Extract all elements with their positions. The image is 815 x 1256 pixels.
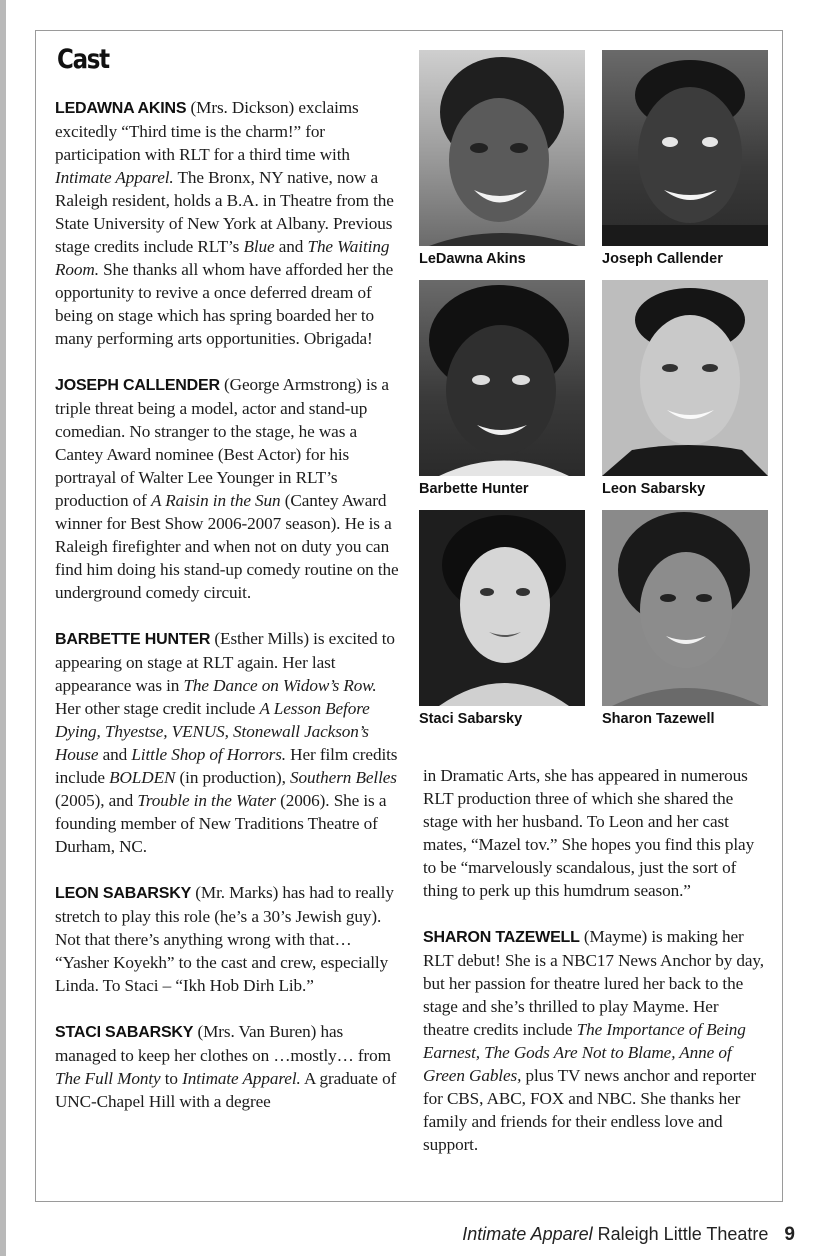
bio-title: A Raisin in the Sun xyxy=(150,491,281,510)
headshot-image xyxy=(419,510,585,706)
bio-ledawna-akins xyxy=(55,96,405,350)
bio-text: The Bronx, NY native, now a Raleigh resident, holds a B.A. in Theatre from the State University of New York at Albany. Previous stage credits include RLT’s xyxy=(55,168,394,256)
bio-text: (Mrs. Van Buren) has managed to keep her clothes on …mostly… from xyxy=(55,1022,391,1065)
photo-caption: Leon Sabarsky xyxy=(602,481,706,497)
bio-name: SHARON TAZEWELL xyxy=(423,929,580,946)
bio-text: (in production), xyxy=(175,768,291,787)
bio-text: plus TV news anchor and reporter for CBS, ABC, FOX and NBC. She thanks her family and friends for their endless love and support. xyxy=(423,1066,757,1154)
bio-barbette-hunter xyxy=(55,627,405,858)
photo-barbette-hunter xyxy=(419,280,585,497)
bio-text: (2006). She is a founding member of New Traditions Theatre of Durham, NC. xyxy=(55,791,387,856)
bio-text: A graduate of UNC-Chapel Hill with a degree xyxy=(55,1069,397,1111)
bio-title: Blue xyxy=(243,237,275,256)
headshot-image xyxy=(419,50,585,246)
bio-title: The Dance on Widow’s Row. xyxy=(183,676,377,695)
page-edge-shadow xyxy=(0,0,6,1256)
right-column xyxy=(423,764,768,1179)
footer-play-title: Intimate Apparel xyxy=(462,1224,593,1244)
bio-name: JOSEPH CALLENDER xyxy=(55,377,220,394)
photo-caption: Sharon Tazewell xyxy=(602,711,715,727)
bio-title: Southern Belles xyxy=(290,768,397,787)
bio-text: (Mayme) is making her RLT debut! She is a NBC17 News Anchor by day, but her passion for theatre lured her back to the stage and she’s thrilled to play Mayme. Her theatre credits include xyxy=(423,927,764,1039)
bio-text: and xyxy=(98,745,132,764)
bio-sharon-tazewell xyxy=(423,925,768,1156)
bio-text: (Mr. Marks) has had to really stretch to play this role (he’s a 30’s Jewish guy). Not that there’s anything wrong with that… “Yasher Koyekh” to the cast and crew, especially Linda. To Staci – “Ikh Hob Dirh Lib.” xyxy=(55,883,394,995)
bio-text: to xyxy=(160,1069,183,1088)
headshot-image xyxy=(602,50,768,246)
bio-staci-sabarsky xyxy=(55,1020,405,1113)
headshot-image xyxy=(602,280,768,476)
bio-text: (Mrs. Dickson) exclaims excitedly “Third time is the charm!” for participation with RLT for a third time with xyxy=(55,98,359,164)
bio-text: Her other stage credit include xyxy=(55,699,260,718)
page-number: 9 xyxy=(784,1224,795,1245)
bio-title: The Waiting Room. xyxy=(55,237,390,279)
portrait-placeholder-icon xyxy=(602,280,768,476)
headshot-image xyxy=(602,510,768,706)
bio-title: The Full Monty xyxy=(55,1069,161,1088)
photo-leon-sabarsky xyxy=(602,280,768,497)
bio-title: Intimate Apparel. xyxy=(182,1069,301,1088)
bio-leon-sabarsky xyxy=(55,881,405,997)
portrait-placeholder-icon xyxy=(602,510,768,706)
bio-joseph-callender xyxy=(55,373,405,604)
photo-caption: Barbette Hunter xyxy=(419,481,529,497)
left-column xyxy=(55,96,405,1136)
bio-text: (2005), and xyxy=(55,791,138,810)
bio-name: STACI SABARSKY xyxy=(55,1024,194,1041)
bio-title: Intimate Apparel. xyxy=(55,168,174,187)
bio-name: LEON SABARSKY xyxy=(55,885,192,902)
portrait-placeholder-icon xyxy=(419,280,585,476)
bio-text: (George Armstrong) is a triple threat being a model, actor and stand-up comedian. No stranger to the stage, he was a Cantey Award nominee (Best Actor) for his portrayal of Walter Lee Younger in RLT’s production of xyxy=(55,375,389,510)
footer-company: Raleigh Little Theatre xyxy=(597,1224,769,1244)
portrait-placeholder-icon xyxy=(419,510,585,706)
bio-title: The Importance of Being Earnest, The Gods Are Not to Blame, Anne of Green Gables, xyxy=(423,1020,746,1085)
bio-text: (Cantey Award winner for Best Show 2006-2007 season). He is a Raleigh firefighter and when not on duty you can find him doing his stand-up comedy routine on the underground comedy circuit. xyxy=(55,491,399,602)
portrait-placeholder-icon xyxy=(602,50,768,246)
bio-text: Her film credits include xyxy=(55,745,398,787)
bio-text: and xyxy=(274,237,308,256)
bio-name: BARBETTE HUNTER xyxy=(55,631,211,648)
bio-title: Trouble in the Water xyxy=(137,791,276,810)
photo-caption: Joseph Callender xyxy=(602,251,723,267)
bio-name: LEDAWNA AKINS xyxy=(55,100,187,117)
bio-title: BOLDEN xyxy=(109,768,176,787)
bio-title: A Lesson Before Dying, Thyestse, VENUS, Stonewall Jackson’s House xyxy=(55,699,370,764)
photo-staci-sabarsky xyxy=(419,510,585,727)
page-title: Cast xyxy=(57,44,109,75)
photo-caption: LeDawna Akins xyxy=(419,251,526,267)
photo-joseph-callender xyxy=(602,50,768,267)
photo-caption: Staci Sabarsky xyxy=(419,711,523,727)
headshot-image xyxy=(419,280,585,476)
bio-text: (Esther Mills) is excited to appearing on stage at RLT again. Her last appearance was in xyxy=(55,629,395,695)
bio-text: She thanks all whom have afforded her the opportunity to revive a once deferred dream of being on stage which has spring boarded her to many performing arts opportunities. Obrigada! xyxy=(55,260,394,348)
page-footer xyxy=(462,1224,795,1246)
photo-ledawna-akins xyxy=(419,50,585,267)
photo-sharon-tazewell xyxy=(602,510,768,727)
bio-title: Little Shop of Horrors. xyxy=(131,745,286,764)
portrait-placeholder-icon xyxy=(419,50,585,246)
bio-staci-sabarsky-continued: in Dramatic Arts, she has appeared in numerous RLT production three of which she shared the stage with her husband. To Leon and her cast mates, “Mazel tov.” She hopes you find this play to be “marvelously scandalous, just the sort of thing to perk up this humdrum season.” xyxy=(423,766,755,900)
